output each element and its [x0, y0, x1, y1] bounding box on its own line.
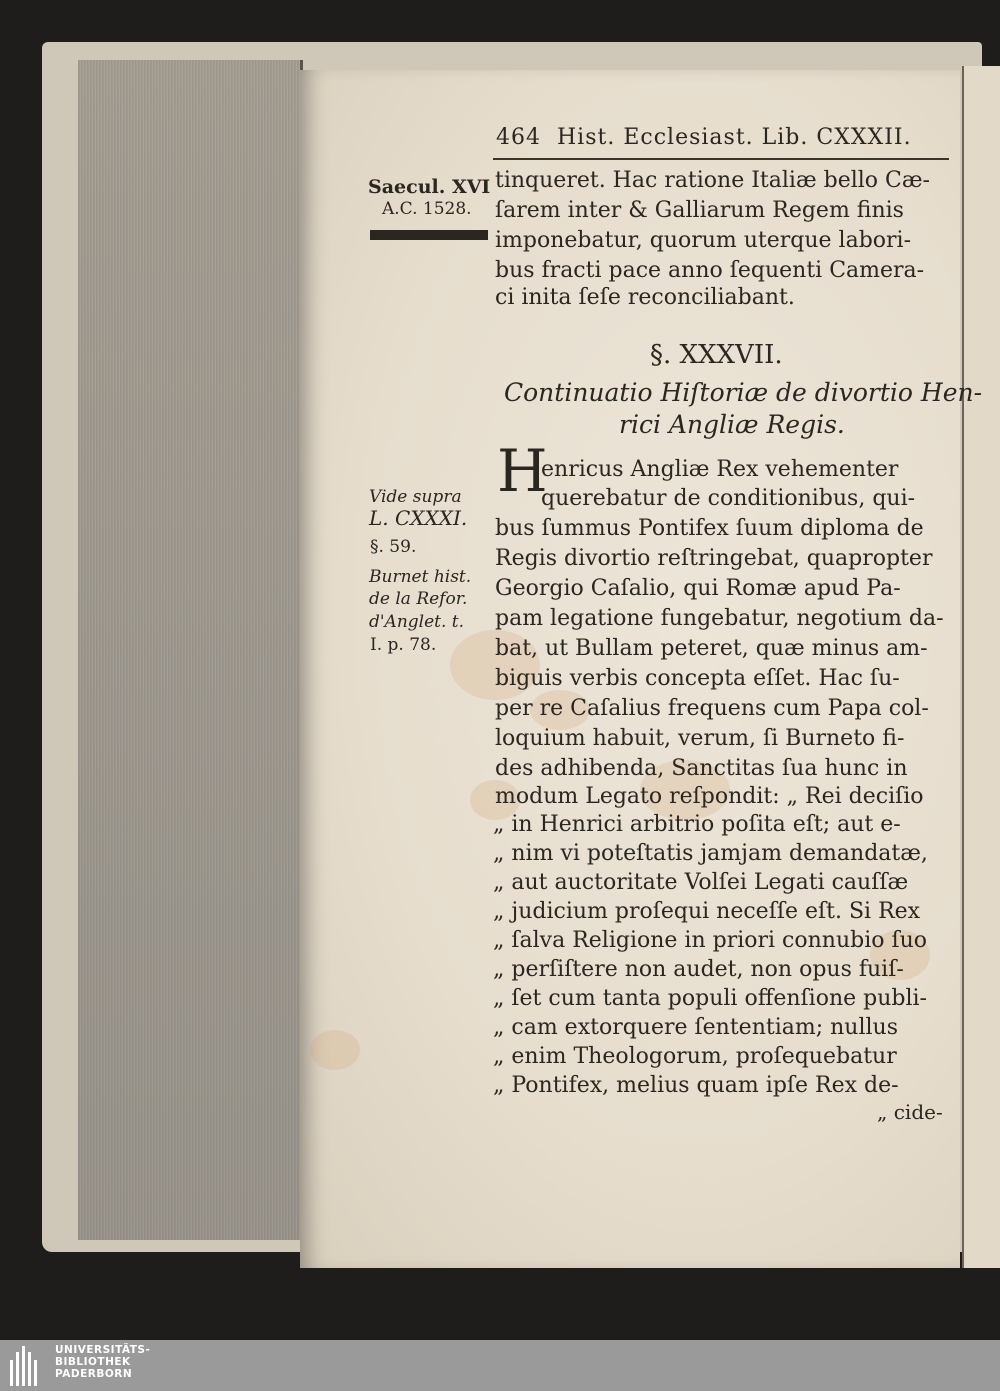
- margin-note-2: L. CXXXI.: [369, 506, 468, 530]
- library-line-2: BIBLIOTHEK: [55, 1356, 131, 1368]
- quote-line-3: „ aut auctoritate Volſei Legati cauſſæ: [493, 870, 909, 895]
- next-page-edge: [962, 66, 1000, 1268]
- quote-line-2: „ nim vi poteſtatis jamjam demandatæ,: [493, 841, 928, 866]
- paragraph-line-4: Regis divortio reſtringebat, quapropter: [495, 546, 933, 571]
- library-line-3: PADERBORN: [55, 1368, 133, 1380]
- page-edges: [78, 60, 303, 1240]
- quote-line-5: „ ſalva Religione in priori connubio ſuo: [493, 928, 928, 953]
- paragraph-line-5: Georgio Caſalio, qui Romæ apud Pa-: [495, 576, 901, 601]
- library-name: [55, 1344, 150, 1380]
- page-number: 464: [496, 125, 541, 150]
- library-line-1: UNIVERSITÄTS-: [55, 1344, 151, 1356]
- margin-note-6: d'Anglet. t.: [369, 612, 465, 632]
- paragraph-line-7: bat, ut Bullam peteret, quæ minus am-: [495, 636, 928, 661]
- margin-note-5: de la Refor.: [369, 589, 468, 609]
- drop-cap: H: [497, 437, 548, 505]
- quote-line-9: „ enim Theologorum, proſequebatur: [493, 1044, 897, 1069]
- paragraph-line-6: pam legatione fungebatur, negotium da-: [495, 606, 944, 631]
- opening-line-3: imponebatur, quorum uterque labori-: [495, 228, 912, 253]
- margin-note-3: §. 59.: [370, 537, 417, 557]
- margin-note-7: I. p. 78.: [370, 635, 437, 655]
- section-title-line-2: rici Angliæ Regis.: [619, 410, 845, 439]
- margin-ornament: [370, 230, 488, 240]
- opening-line-5: ci inita ſeſe reconciliabant.: [495, 285, 795, 310]
- margin-year: A.C. 1528.: [382, 199, 472, 219]
- quote-line-1: „ in Henrici arbitrio poſita eſt; aut e-: [493, 812, 901, 837]
- opening-line-1: tinqueret. Hac ratione Italiæ bello Cæ-: [495, 168, 930, 193]
- paragraph-line-3: bus ſummus Pontifex ſuum diploma de: [495, 516, 924, 541]
- section-number: §. XXXVII.: [650, 340, 783, 370]
- opening-line-4: bus fracti pace anno ſequenti Camera-: [495, 258, 925, 283]
- quote-line-10: „ Pontifex, melius quam ipſe Rex de-: [493, 1073, 899, 1098]
- paragraph-line-1: enricus Angliæ Rex vehementer: [541, 457, 899, 482]
- running-header: [496, 125, 912, 150]
- paragraph-line-8: biguis verbis concepta eſſet. Hac ſu-: [495, 666, 900, 691]
- paragraph-line-10: loquium habuit, verum, ſi Burneto fi-: [495, 726, 905, 751]
- library-logo-icon: [8, 1346, 42, 1386]
- paragraph-line-9: per re Caſalius frequens cum Papa col-: [495, 696, 929, 721]
- quote-line-4: „ judicium proſequi neceſſe eſt. Si Rex: [493, 899, 921, 924]
- running-title: Hist. Ecclesiast. Lib. CXXXII.: [557, 125, 912, 150]
- quote-line-7: „ ſet cum tanta populi offenſione publi-: [493, 986, 927, 1011]
- catchword: „ cide-: [877, 1100, 943, 1124]
- margin-century: Saecul. XVI: [368, 176, 491, 198]
- paragraph-line-12: modum Legato reſpondit: „ Rei deciſio: [495, 784, 924, 809]
- margin-note-4: Burnet hist.: [369, 567, 472, 587]
- paragraph-line-2: querebatur de conditionibus, qui-: [541, 486, 916, 511]
- paragraph-line-11: des adhibenda, Sanctitas ſua hunc in: [495, 756, 908, 781]
- quote-line-6: „ perſiſtere non audet, non opus fuiſ-: [493, 957, 904, 982]
- section-title-line-1: Continuatio Hiſtoriæ de divortio Hen-: [504, 378, 983, 407]
- opening-line-2: ſarem inter & Galliarum Regem finis: [495, 198, 904, 223]
- quote-line-8: „ cam extorquere ſententiam; nullus: [493, 1015, 899, 1040]
- margin-note-1: Vide supra: [369, 487, 462, 507]
- header-rule: [493, 158, 949, 160]
